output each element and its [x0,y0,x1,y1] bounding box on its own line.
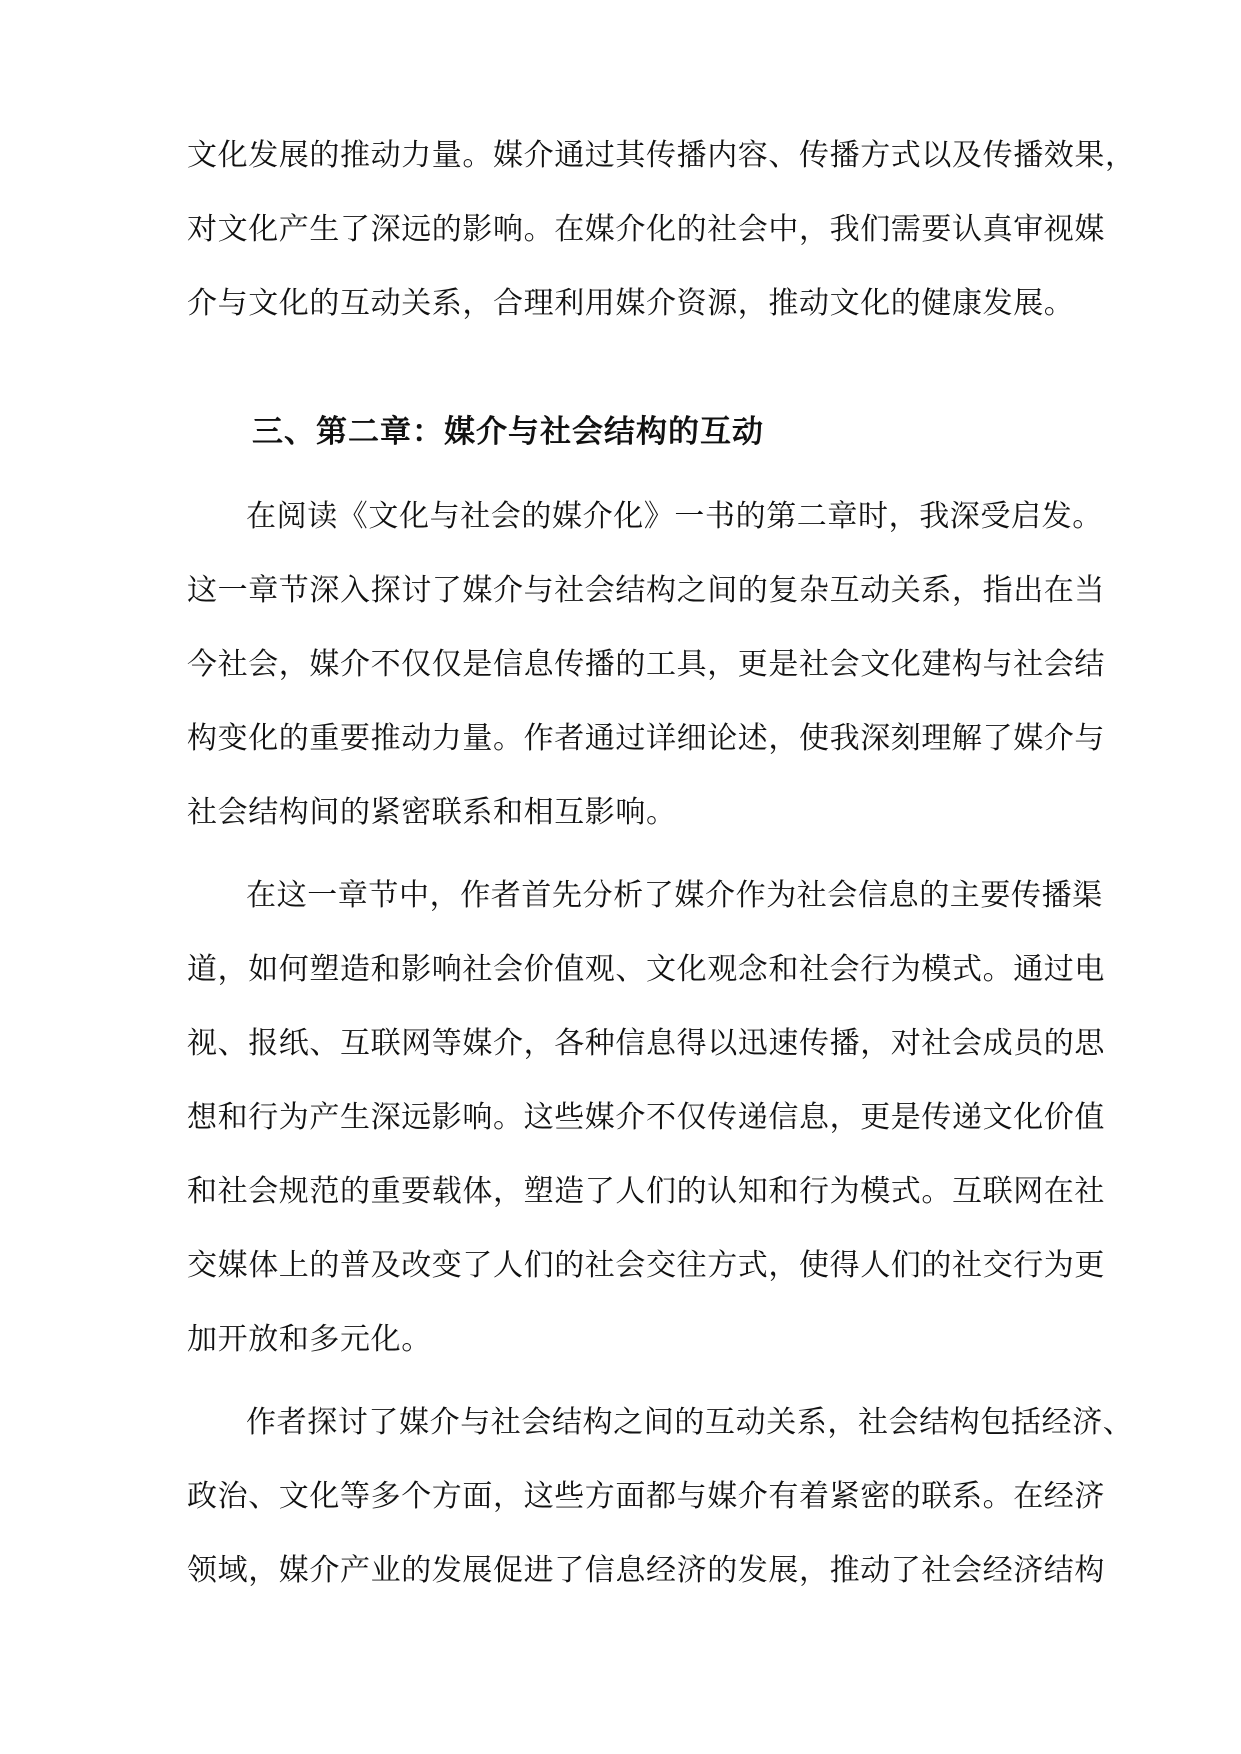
paragraph2-line-6: 交媒体上的普及改变了人们的社会交往方式，使得人们的社交行为更 [187,1248,1105,1283]
paragraph3-line-2: 政治、文化等多个方面，这些方面都与媒介有着紧密的联系。在经济 [187,1479,1105,1514]
intro-line-3: 介与文化的互动关系，合理利用媒介资源，推动文化的健康发展。 [187,286,1075,321]
intro-line-2: 对文化产生了深远的影响。在媒介化的社会中，我们需要认真审视媒 [187,212,1105,247]
paragraph3-line-1: 作者探讨了媒介与社会结构之间的互动关系，社会结构包括经济、 [246,1405,1134,1440]
intro-line-1: 文化发展的推动力量。媒介通过其传播内容、传播方式以及传播效果， [187,138,1136,173]
paragraph1-line-1: 在阅读《文化与社会的媒介化》一书的第二章时，我深受启发。 [246,499,1103,534]
paragraph2-line-5: 和社会规范的重要载体，塑造了人们的认知和行为模式。互联网在社 [187,1174,1105,1209]
section-heading: 三、第二章：媒介与社会结构的互动 [252,414,764,450]
paragraph1-line-2: 这一章节深入探讨了媒介与社会结构之间的复杂互动关系，指出在当 [187,573,1105,608]
paragraph1-line-5: 社会结构间的紧密联系和相互影响。 [187,795,677,830]
paragraph2-line-4: 想和行为产生深远影响。这些媒介不仅传递信息，更是传递文化价值 [187,1100,1105,1135]
paragraph1-line-4: 构变化的重要推动力量。作者通过详细论述，使我深刻理解了媒介与 [187,721,1105,756]
paragraph2-line-2: 道，如何塑造和影响社会价值观、文化观念和社会行为模式。通过电 [187,952,1105,987]
paragraph2-line-7: 加开放和多元化。 [187,1322,432,1357]
paragraph1-line-3: 今社会，媒介不仅仅是信息传播的工具，更是社会文化建构与社会结 [187,647,1105,682]
paragraph3-line-3: 领域，媒介产业的发展促进了信息经济的发展，推动了社会经济结构 [187,1553,1105,1588]
paragraph2-line-1: 在这一章节中，作者首先分析了媒介作为社会信息的主要传播渠 [246,878,1103,913]
paragraph2-line-3: 视、报纸、互联网等媒介，各种信息得以迅速传播，对社会成员的思 [187,1026,1105,1061]
